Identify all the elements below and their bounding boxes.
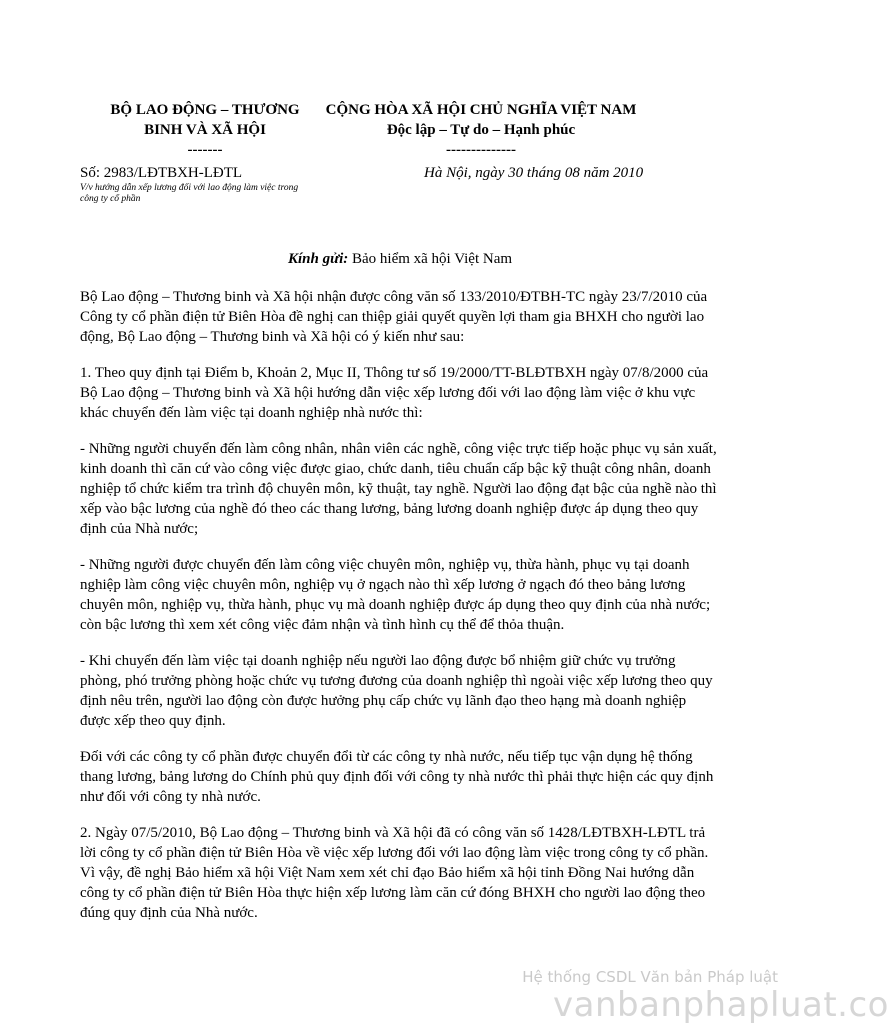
document-number: Số: 2983/LĐTBXH-LĐTL	[80, 165, 243, 181]
ministry-divider: -------	[187, 142, 223, 158]
body-paragraph: - Khi chuyển đến làm việc tại doanh nghiệp nếu người lao động được bổ nhiệm giữ chức vụ trưởng phòng, phó trưởng phòng hoặc chức vụ tương đương của doanh nghiệp thì ngoài việc xếp lương theo quy định nêu trên, người lao động còn được hưởng phụ cấp chức vụ lãnh đạo theo hạng mà doanh nghiệp được xếp theo quy định.	[80, 653, 713, 729]
watermark-site: vanbanphapluat.co	[553, 985, 889, 1025]
recipient-label: Kính gửi:	[287, 251, 349, 267]
nation-header	[296, 100, 666, 160]
recipient-line	[0, 251, 800, 268]
ministry-name-line2: BINH VÀ XÃ HỘI	[144, 122, 266, 138]
nation-divider: --------------	[446, 142, 516, 158]
body-paragraph: 2. Ngày 07/5/2010, Bộ Lao động – Thương binh và Xã hội đã có công văn số 1428/LĐTBXH-LĐTL trả lời công ty cổ phần điện tử Biên Hòa về việc xếp lương đối với lao động làm việc trong công ty cổ phần. Vì vậy, đề nghị Bảo hiểm xã hội Việt Nam xem xét chỉ đạo Bảo hiểm xã hội tỉnh Đồng Nai hướng dẫn công ty cổ phần điện tử Biên Hòa thực hiện xếp lương làm căn cứ đóng BHXH cho người lao động theo đúng quy định của Nhà nước.	[80, 825, 709, 921]
body-paragraph: Bộ Lao động – Thương binh và Xã hội nhận được công văn số 133/2010/ĐTBH-TC ngày 23/7/2010 của Công ty cổ phần điện tử Biên Hòa đề nghị can thiệp giải quyết quyền lợi tham gia BHXH cho người lao động, Bộ Lao động – Thương binh và Xã hội có ý kiến như sau:	[80, 289, 708, 345]
document-date: Hà Nội, ngày 30 tháng 08 năm 2010	[424, 165, 644, 181]
nation-motto: Độc lập – Tự do – Hạnh phúc	[386, 122, 576, 138]
ministry-header	[80, 100, 330, 160]
ministry-name-line1: BỘ LAO ĐỘNG – THƯƠNG	[110, 102, 300, 118]
nation-name: CỘNG HÒA XÃ HỘI CHỦ NGHĨA VIỆT NAM	[325, 102, 637, 118]
document-subject: V/v hướng dẫn xếp lương đối với lao động làm việc trong công ty cổ phần	[80, 183, 299, 204]
body-paragraph: - Những người chuyển đến làm công nhân, nhân viên các nghề, công việc trực tiếp hoặc phục vụ sản xuất, kinh doanh thì căn cứ vào công việc được giao, chức danh, tiêu chuẩn cấp bậc kỹ thuật công nhân, doanh nghiệp tổ chức kiểm tra trình độ chuyên môn, kỹ thuật, tay nghề. Người lao động đạt bậc của nghề nào thì xếp vào bậc lương của nghề đó theo các thang lương, bảng lương doanh nghiệp được áp dụng theo quy định của Nhà nước;	[80, 441, 717, 537]
watermark-caption: Hệ thống CSDL Văn bản Pháp luật	[522, 968, 778, 986]
body-paragraph: 1. Theo quy định tại Điểm b, Khoản 2, Mục II, Thông tư số 19/2000/TT-BLĐTBXH ngày 07/8/2000 của Bộ Lao động – Thương binh và Xã hội hướng dẫn việc xếp lương đối với lao động làm việc ở khu vực khác chuyển đến làm việc tại doanh nghiệp nhà nước thì:	[80, 365, 709, 421]
document-body	[80, 287, 720, 939]
body-paragraph: - Những người được chuyển đến làm công việc chuyên môn, nghiệp vụ, thừa hành, phục vụ tại doanh nghiệp làm công việc chuyên môn, nghiệp vụ ở ngạch nào thì xếp lương ở ngạch đó theo bảng lương chuyên môn, nghiệp vụ, thừa hành, phục vụ mà doanh nghiệp được áp dụng theo quy định của nhà nước; còn bậc lương thì xem xét công việc đảm nhận và tình hình cụ thể để thỏa thuận.	[80, 557, 711, 633]
recipient-name: Bảo hiểm xã hội Việt Nam	[351, 251, 513, 267]
body-paragraph: Đối với các công ty cổ phần được chuyển đổi từ các công ty nhà nước, nếu tiếp tục vận dụng hệ thống thang lương, bảng lương do Chính phủ quy định đối với công ty nhà nước thì phải thực hiện các quy định như đối với công ty nhà nước.	[80, 749, 714, 805]
